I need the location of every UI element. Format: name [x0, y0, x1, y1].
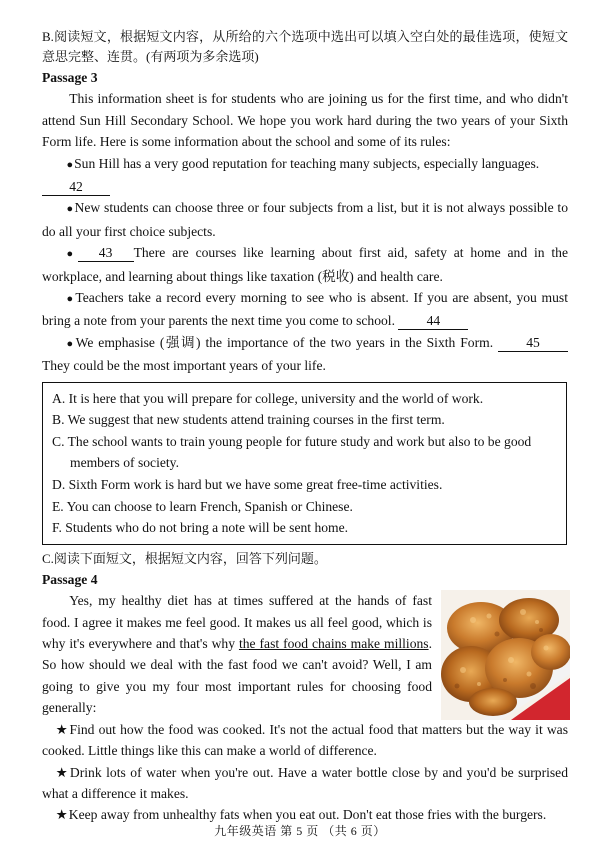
rule-1: ★Find out how the food was cooked. It's not the actual food that matters but the way it was cooked. Little things like this can make a world of difference.: [42, 721, 568, 759]
star-icon: ★: [55, 764, 69, 780]
blank-42: 42: [42, 179, 110, 196]
passage-3-title: Passage 3: [42, 70, 98, 85]
page-footer: 九年级英语 第 5 页 （共 6 页）: [214, 824, 386, 838]
passage-4-para-1: Yes, my healthy diet has at times suffered at the hands of fast food. I agree it makes me feel good. It makes us all feel good, which is why it's everywhere and that's why the fast food chains make millions. So how should we deal with the fast food we can't avoid? Well, I am going to give you my four most important rules for choosing food generally:: [42, 593, 432, 716]
bullet-dot-icon: ●: [66, 203, 74, 216]
star-icon: ★: [55, 807, 68, 823]
passage-4-title: Passage 4: [42, 571, 98, 587]
option-d: D. Sixth Form work is hard but we have some great free-time activities.: [52, 477, 443, 493]
fried-chicken-photo: [441, 590, 570, 720]
star-icon: ★: [55, 721, 69, 737]
bullet-5: ●We emphasise (强调) the importance of the two years in the Sixth Form. 45 They could be the most important years of your life.: [42, 332, 568, 377]
option-a: A. It is here that you will prepare for college, university and the world of work.: [52, 390, 484, 406]
bullet-dot-icon: ●: [66, 293, 75, 306]
worksheet-page: [42, 27, 568, 826]
option-e: E. You can choose to learn French, Spanish or Chinese.: [52, 498, 353, 514]
option-c: C. The school wants to train young people for future study and work but also to be good members of society.: [52, 433, 532, 471]
blank-43: 43: [78, 245, 134, 262]
passage-4-body: [42, 590, 568, 825]
fried-chicken-icon: [441, 590, 570, 720]
rule-2: ★Drink lots of water when you're out. Have a water bottle close by and you'd be surprised what a difference it makes.: [42, 764, 569, 801]
passage-3-intro: This information sheet is for students who are joining us for the first time, and who didn't attend Sun Hill Secondary School. We hope you work hard during the two years of your Sixth Form life. Here is some information about the school and some of its rules:: [42, 91, 568, 150]
bullet-dot-icon: ●: [66, 337, 75, 350]
section-c-instruction: C.阅读下面短文，根据短文内容，回答下列问题。: [42, 550, 327, 566]
bullet-4: ●Teachers take a record every morning to see who is absent. If you are absent, you must bring a note from your parents the next time you come to school. 44: [42, 290, 568, 329]
bullet-2: ●New students can choose three or four subjects from a list, but it is not always possible to do all your first choice subjects.: [42, 200, 568, 239]
underlined-phrase: the fast food chains make millions: [238, 636, 429, 652]
blank-42-line: [42, 176, 568, 197]
options-box: [42, 382, 567, 545]
option-b: B. We suggest that new students attend training courses in the first term.: [52, 412, 445, 428]
option-f: F. Students who do not bring a note will be sent home.: [52, 520, 349, 536]
rule-3: ★Keep away from unhealthy fats when you eat out. Don't eat those fries with the burgers.: [55, 807, 547, 823]
bullet-dot-icon: ●: [66, 248, 77, 261]
blank-45: 45: [498, 335, 568, 352]
bullet-3: ● 43 There are courses like learning about first aid, safety at home and in the workplace, and learning about things like taxation (税收) and health care.: [42, 245, 568, 284]
bullet-dot-icon: ●: [66, 158, 74, 171]
bullet-1: ●Sun Hill has a very good reputation for teaching many subjects, especially languages.: [66, 155, 540, 171]
section-b-instruction: B.阅读短文，根据短文内容，从所给的六个选项中选出可以填入空白处的最佳选项，使短文意思完整、连贯。(有两项为多余选项): [42, 29, 568, 64]
blank-44: 44: [398, 313, 468, 330]
